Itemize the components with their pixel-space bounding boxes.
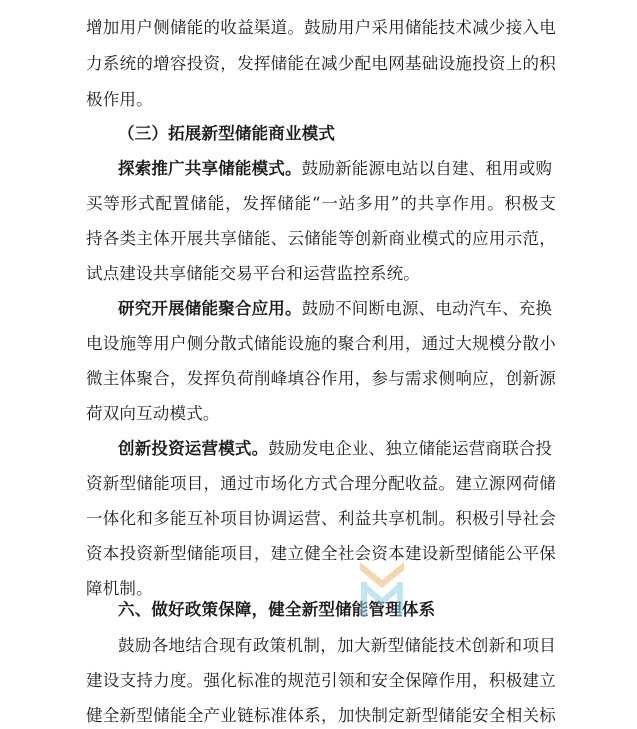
section-heading: 六、做好政策保障，健全新型储能管理体系 (118, 600, 436, 619)
logo-watermark-icon (356, 558, 408, 620)
paragraph-line: 健全新型储能全产业链标准体系，加快制定新型储能安全相关标 (86, 706, 556, 725)
paragraph-line: 增加用户侧储能的收益渠道。鼓励用户采用储能技术减少接入电 (86, 18, 556, 37)
lead-text: 鼓励发电企业、独立储能运营商联合投 (268, 439, 553, 458)
paragraph-line: 建设支持力度。强化标准的规范引领和安全保障作用，积极建立 (86, 671, 556, 690)
paragraph-line: 电设施等用户侧分散式储能设施的聚合利用，通过大规模分散小 (86, 334, 556, 353)
lead-phrase: 探索推广共享储能模式。 (118, 159, 302, 178)
paragraph-line: 一体化和多能互补项目协调运营、利益共享机制。积极引导社会 (86, 509, 556, 528)
paragraph-line: 试点建设共享储能交易平台和运营监控系统。 (86, 264, 420, 283)
paragraph-line: 微主体聚合，发挥负荷削峰填谷作用，参与需求侧响应，创新源 (86, 369, 556, 388)
paragraph-line (118, 439, 556, 459)
paragraph-line: 力系统的增容投资，发挥储能在减少配电网基础设施投资上的积 (86, 54, 556, 73)
paragraph-line: 持各类主体开展共享储能、云储能等创新商业模式的应用示范， (86, 229, 556, 248)
lead-phrase: 创新投资运营模式。 (118, 439, 269, 458)
paragraph-line: 鼓励各地结合现有政策机制，加大新型储能技术创新和项目 (118, 636, 556, 655)
paragraph-line: 障机制。 (86, 579, 153, 598)
paragraph-line (118, 299, 556, 319)
section-subheading: （三）拓展新型储能商业模式 (118, 124, 336, 143)
lead-phrase: 研究开展储能聚合应用。 (118, 299, 302, 318)
paragraph-line (118, 159, 556, 179)
lead-text: 鼓励新能源电站以自建、租用或购 (301, 159, 553, 178)
lead-text: 鼓励不间断电源、电动汽车、充换 (301, 299, 553, 318)
paragraph-line: 买等形式配置储能，发挥储能“一站多用”的共享作用。积极支 (86, 194, 556, 213)
paragraph-line: 资新型储能项目，通过市场化方式合理分配收益。建立源网荷储 (86, 474, 556, 493)
paragraph-line: 资本投资新型储能项目，建立健全社会资本建设新型储能公平保 (86, 544, 556, 563)
paragraph-line: 荷双向互动模式。 (86, 404, 220, 423)
paragraph-line: 极作用。 (86, 90, 153, 109)
